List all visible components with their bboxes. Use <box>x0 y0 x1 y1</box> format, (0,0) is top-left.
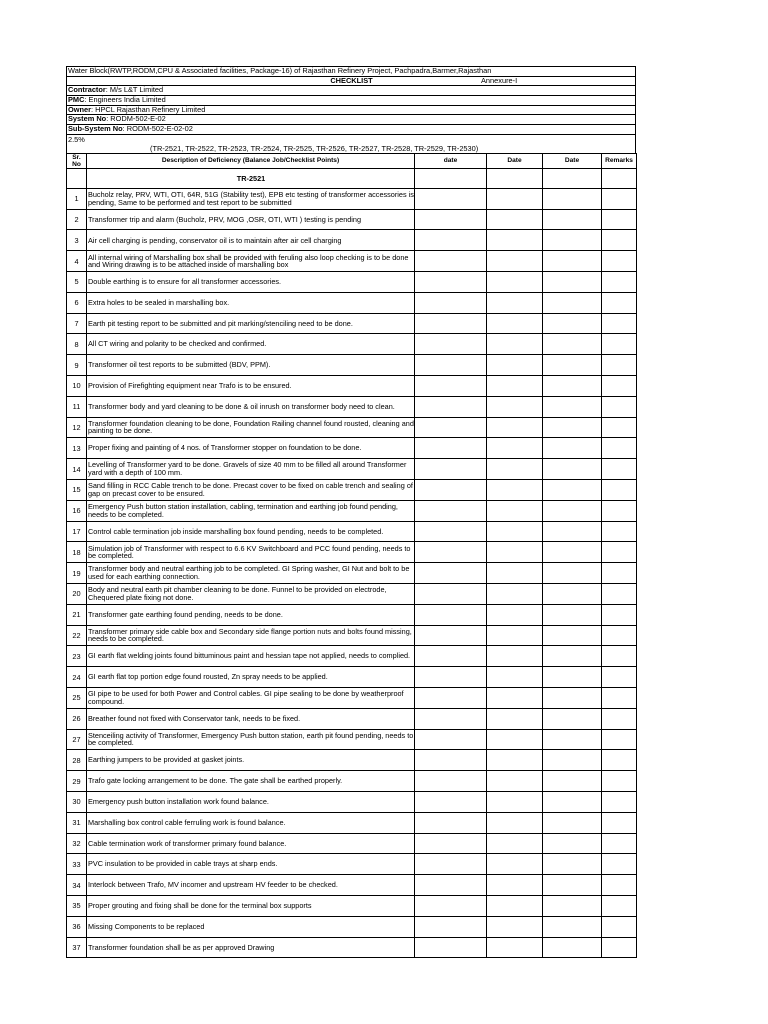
col-sr-no: Sr. No <box>67 153 87 168</box>
sr-no-cell: 32 <box>67 833 87 854</box>
date-cell[interactable] <box>543 667 602 688</box>
date-cell[interactable] <box>487 459 543 480</box>
description-cell: Earth pit testing report to be submitted and pit marking/stenciling need to be done. <box>87 313 415 334</box>
table-row <box>67 667 637 688</box>
remarks-cell[interactable] <box>602 438 637 459</box>
description-cell: Stenceiling activity of Transformer, Emergency Push button station, earth pit found pending, needs to be completed. <box>87 729 415 750</box>
remarks-cell[interactable] <box>602 771 637 792</box>
sr-no-cell: 35 <box>67 895 87 916</box>
remarks-cell[interactable] <box>602 646 637 667</box>
date-cell[interactable] <box>415 168 487 188</box>
date-cell[interactable] <box>543 812 602 833</box>
table-row <box>67 459 637 480</box>
table-row <box>67 750 637 771</box>
date-cell[interactable] <box>487 500 543 521</box>
table-row <box>67 875 637 896</box>
description-cell: Double earthing is to ensure for all transformer accessories. <box>87 272 415 293</box>
owner-row <box>66 106 636 116</box>
date-cell[interactable] <box>543 168 602 188</box>
subsystem-value: : RODM-502-E-02-02 <box>122 125 193 134</box>
date-cell[interactable] <box>487 812 543 833</box>
date-cell[interactable] <box>543 583 602 604</box>
date-cell[interactable] <box>487 708 543 729</box>
sr-no-cell: 7 <box>67 313 87 334</box>
checklist-title: CHECKLIST <box>330 76 373 85</box>
description-cell: Transformer trip and alarm (Bucholz, PRV, MOG ,OSR, OTI, WTI ) testing is pending <box>87 209 415 230</box>
date-cell[interactable] <box>543 833 602 854</box>
date-cell[interactable] <box>487 292 543 313</box>
owner-label: Owner <box>68 105 91 114</box>
date-cell[interactable] <box>415 646 487 667</box>
remarks-cell[interactable] <box>602 396 637 417</box>
description-cell: Missing Components to be replaced <box>87 916 415 937</box>
date-cell[interactable] <box>543 771 602 792</box>
sr-no-cell: 12 <box>67 417 87 438</box>
date-cell[interactable] <box>415 459 487 480</box>
system-row <box>66 115 636 125</box>
sr-no-cell: 34 <box>67 875 87 896</box>
checklist-sheet <box>66 66 636 958</box>
table-row <box>67 604 637 625</box>
date-cell[interactable] <box>543 396 602 417</box>
remarks-cell[interactable] <box>602 583 637 604</box>
date-cell[interactable] <box>543 854 602 875</box>
description-cell: Interlock between Trafo, MV incomer and upstream HV feeder to be checked. <box>87 875 415 896</box>
sr-no-cell: 37 <box>67 937 87 958</box>
remarks-cell[interactable] <box>602 916 637 937</box>
description-cell: Proper grouting and fixing shall be done for the terminal box supports <box>87 895 415 916</box>
remarks-cell[interactable] <box>602 292 637 313</box>
remarks-cell[interactable] <box>602 875 637 896</box>
date-cell[interactable] <box>415 750 487 771</box>
sr-no-cell: 8 <box>67 334 87 355</box>
date-cell[interactable] <box>543 750 602 771</box>
sr-no-cell: 6 <box>67 292 87 313</box>
date-cell[interactable] <box>415 251 487 272</box>
table-row <box>67 375 637 396</box>
remarks-cell[interactable] <box>602 355 637 376</box>
description-cell: Trafo gate locking arrangement to be done. The gate shall be earthed properly. <box>87 771 415 792</box>
date-cell[interactable] <box>487 417 543 438</box>
table-row <box>67 188 637 209</box>
date-cell[interactable] <box>543 188 602 209</box>
description-cell: GI earth flat welding joints found bittuminous paint and hessian tape not applied, needs to complied. <box>87 646 415 667</box>
date-cell[interactable] <box>415 438 487 459</box>
date-cell[interactable] <box>543 708 602 729</box>
remarks-cell[interactable] <box>602 812 637 833</box>
date-cell[interactable] <box>543 334 602 355</box>
date-cell[interactable] <box>487 729 543 750</box>
remarks-cell[interactable] <box>602 937 637 958</box>
col-remarks: Remarks <box>602 153 637 168</box>
col-date-3: Date <box>543 153 602 168</box>
sr-no-cell: 5 <box>67 272 87 293</box>
remarks-cell[interactable] <box>602 687 637 708</box>
description-cell: Bucholz relay, PRV, WTI, OTI, 64R, 51G (Stability test), EPB etc testing of transformer accessories is pending, Same to be performed and test report to be submitted <box>87 188 415 209</box>
sr-no-cell: 9 <box>67 355 87 376</box>
date-cell[interactable] <box>415 833 487 854</box>
checklist-title-row <box>66 77 636 87</box>
contractor-label: Contractor <box>68 86 106 95</box>
date-cell[interactable] <box>415 708 487 729</box>
system-value: : RODM-502-E-02 <box>106 115 166 124</box>
remarks-cell[interactable] <box>602 604 637 625</box>
table-row <box>67 646 637 667</box>
table-row <box>67 833 637 854</box>
description-cell: Levelling of Transformer yard to be done. Gravels of size 40 mm to be filled all around Transformer yard with a depth of 100 mm. <box>87 459 415 480</box>
date-cell[interactable] <box>487 375 543 396</box>
date-cell[interactable] <box>543 251 602 272</box>
project-title: Water Block(RWTP,RODM,CPU & Associated facilities, Package-16) of Rajasthan Refinery Project, Pachpadra,Barmer,Rajasthan <box>66 66 636 77</box>
date-cell[interactable] <box>487 875 543 896</box>
sr-no-cell: 31 <box>67 812 87 833</box>
sr-no-cell: 3 <box>67 230 87 251</box>
description-cell: Breather found not fixed with Conservator tank, needs to be fixed. <box>87 708 415 729</box>
date-cell[interactable] <box>543 292 602 313</box>
description-cell: Cable termination work of transformer primary found balance. <box>87 833 415 854</box>
date-cell[interactable] <box>487 583 543 604</box>
table-row <box>67 396 637 417</box>
date-cell[interactable] <box>415 521 487 542</box>
remarks-cell[interactable] <box>602 251 637 272</box>
date-cell[interactable] <box>543 895 602 916</box>
table-row <box>67 791 637 812</box>
sr-no-cell: 27 <box>67 729 87 750</box>
date-cell[interactable] <box>543 459 602 480</box>
date-cell[interactable] <box>415 604 487 625</box>
date-cell[interactable] <box>487 313 543 334</box>
contractor-value: : M/s L&T Limited <box>105 86 164 95</box>
table-row <box>67 313 637 334</box>
date-cell[interactable] <box>543 687 602 708</box>
remarks-cell[interactable] <box>602 168 637 188</box>
date-cell[interactable] <box>543 625 602 646</box>
date-cell[interactable] <box>487 438 543 459</box>
table-row <box>67 771 637 792</box>
table-row <box>67 334 637 355</box>
date-cell[interactable] <box>543 563 602 584</box>
date-cell[interactable] <box>487 687 543 708</box>
table-row <box>67 417 637 438</box>
system-label: System No <box>68 115 107 124</box>
date-cell[interactable] <box>543 375 602 396</box>
sr-no-cell: 29 <box>67 771 87 792</box>
remarks-cell[interactable] <box>602 479 637 500</box>
pmc-label: PMC <box>68 96 85 105</box>
description-cell: Transformer gate earthing found pending, needs to be done. <box>87 604 415 625</box>
date-cell[interactable] <box>543 230 602 251</box>
table-row <box>67 854 637 875</box>
remarks-cell[interactable] <box>602 791 637 812</box>
sr-no-cell: 28 <box>67 750 87 771</box>
date-cell[interactable] <box>415 854 487 875</box>
date-cell[interactable] <box>543 791 602 812</box>
remarks-cell[interactable] <box>602 188 637 209</box>
sr-no-cell: 1 <box>67 188 87 209</box>
date-cell[interactable] <box>487 230 543 251</box>
sr-no-cell: 25 <box>67 687 87 708</box>
description-cell: Transformer body and neutral earthing job to be completed. GI Spring washer, GI Nut and bolt to be used for each earthing connection. <box>87 563 415 584</box>
sr-no-cell: 33 <box>67 854 87 875</box>
date-cell[interactable] <box>415 687 487 708</box>
description-cell: Provision of Firefighting equipment near Trafo is to be ensured. <box>87 375 415 396</box>
remarks-cell[interactable] <box>602 272 637 293</box>
description-cell: PVC insulation to be provided in cable trays at sharp ends. <box>87 854 415 875</box>
date-cell[interactable] <box>487 937 543 958</box>
date-cell[interactable] <box>543 438 602 459</box>
remarks-cell[interactable] <box>602 708 637 729</box>
description-cell: Transformer oil test reports to be submitted (BDV, PPM). <box>87 355 415 376</box>
date-cell[interactable] <box>415 209 487 230</box>
sr-no-cell: 26 <box>67 708 87 729</box>
percent-label: 2.5% <box>66 135 636 144</box>
remarks-cell[interactable] <box>602 895 637 916</box>
table-row <box>67 292 637 313</box>
table-row <box>67 937 637 958</box>
date-cell[interactable] <box>415 417 487 438</box>
date-cell[interactable] <box>543 479 602 500</box>
date-cell[interactable] <box>415 583 487 604</box>
date-cell[interactable] <box>487 334 543 355</box>
date-cell[interactable] <box>415 791 487 812</box>
date-cell[interactable] <box>487 355 543 376</box>
date-cell[interactable] <box>415 937 487 958</box>
date-cell[interactable] <box>487 168 543 188</box>
col-description: Description of Deficiency (Balance Job/Checklist Points) <box>87 153 415 168</box>
subsystem-label: Sub-System No <box>68 125 123 134</box>
description-cell: GI earth flat top portion edge found rousted, Zn spray needs to be applied. <box>87 667 415 688</box>
date-cell[interactable] <box>415 625 487 646</box>
date-cell[interactable] <box>487 791 543 812</box>
remarks-cell[interactable] <box>602 563 637 584</box>
description-cell: Proper fixing and painting of 4 nos. of Transformer stopper on foundation to be done. <box>87 438 415 459</box>
date-cell[interactable] <box>415 812 487 833</box>
sr-no-cell: 23 <box>67 646 87 667</box>
table-row <box>67 438 637 459</box>
remarks-cell[interactable] <box>602 729 637 750</box>
sr-no-cell: 16 <box>67 500 87 521</box>
table-row <box>67 625 637 646</box>
table-row <box>67 916 637 937</box>
date-cell[interactable] <box>487 833 543 854</box>
description-cell: Emergency Push button station installation, cabling, termination and earthing job found pending, needs to be completed. <box>87 500 415 521</box>
date-cell[interactable] <box>415 875 487 896</box>
remarks-cell[interactable] <box>602 230 637 251</box>
date-cell[interactable] <box>543 500 602 521</box>
date-cell[interactable] <box>415 479 487 500</box>
sr-no-cell: 15 <box>67 479 87 500</box>
date-cell[interactable] <box>543 604 602 625</box>
sr-no-cell: 21 <box>67 604 87 625</box>
date-cell[interactable] <box>543 875 602 896</box>
table-row <box>67 209 637 230</box>
table-row <box>67 895 637 916</box>
remarks-cell[interactable] <box>602 667 637 688</box>
description-cell: Transformer primary side cable box and Secondary side flange portion nuts and bolts found missing, needs to be completed. <box>87 625 415 646</box>
date-cell[interactable] <box>415 355 487 376</box>
date-cell[interactable] <box>487 667 543 688</box>
sr-no-cell: 4 <box>67 251 87 272</box>
date-cell[interactable] <box>415 375 487 396</box>
description-cell: Transformer body and yard cleaning to be done & oil inrush on transformer body need to clean. <box>87 396 415 417</box>
date-cell[interactable] <box>415 188 487 209</box>
date-cell[interactable] <box>487 604 543 625</box>
contractor-row <box>66 86 636 96</box>
date-cell[interactable] <box>415 272 487 293</box>
annexure-label: Annexure-I <box>481 76 518 85</box>
date-cell[interactable] <box>487 895 543 916</box>
date-cell[interactable] <box>487 251 543 272</box>
date-cell[interactable] <box>415 542 487 563</box>
section-sr-cell <box>67 168 87 188</box>
description-cell: GI pipe to be used for both Power and Control cables. GI pipe sealing to be done by weatherproof compound. <box>87 687 415 708</box>
date-cell[interactable] <box>487 479 543 500</box>
column-header-row <box>67 153 637 168</box>
col-date-1: date <box>415 153 487 168</box>
date-cell[interactable] <box>487 854 543 875</box>
date-cell[interactable] <box>487 771 543 792</box>
table-row <box>67 687 637 708</box>
remarks-cell[interactable] <box>602 334 637 355</box>
description-cell: All internal wiring of Marshalling box shall be provided with feruling also loop checking is to be done and Wiring drawing is to be attached inside of marshalling box <box>87 251 415 272</box>
col-date-2: Date <box>487 153 543 168</box>
table-row <box>67 251 637 272</box>
date-cell[interactable] <box>487 188 543 209</box>
description-cell: Air cell charging is pending, conservator oil is to maintain after air cell charging <box>87 230 415 251</box>
date-cell[interactable] <box>487 750 543 771</box>
date-cell[interactable] <box>487 542 543 563</box>
remarks-cell[interactable] <box>602 313 637 334</box>
table-row <box>67 583 637 604</box>
sr-no-cell: 36 <box>67 916 87 937</box>
sr-no-cell: 14 <box>67 459 87 480</box>
date-cell[interactable] <box>543 937 602 958</box>
date-cell[interactable] <box>415 230 487 251</box>
sr-no-cell: 22 <box>67 625 87 646</box>
sr-no-cell: 11 <box>67 396 87 417</box>
table-row <box>67 230 637 251</box>
remarks-cell[interactable] <box>602 854 637 875</box>
pmc-row <box>66 96 636 106</box>
sr-no-cell: 20 <box>67 583 87 604</box>
date-cell[interactable] <box>543 542 602 563</box>
date-cell[interactable] <box>543 729 602 750</box>
description-cell: Emergency push button installation work found balance. <box>87 791 415 812</box>
date-cell[interactable] <box>543 209 602 230</box>
date-cell[interactable] <box>487 272 543 293</box>
date-cell[interactable] <box>543 355 602 376</box>
date-cell[interactable] <box>415 916 487 937</box>
section-row <box>67 168 637 188</box>
date-cell[interactable] <box>487 396 543 417</box>
table-row <box>67 812 637 833</box>
description-cell: Marshalling box control cable ferruling work is found balance. <box>87 812 415 833</box>
date-cell[interactable] <box>415 771 487 792</box>
description-cell: Simulation job of Transformer with respect to 6.6 KV Switchboard and PCC found pending, needs to be completed. <box>87 542 415 563</box>
date-cell[interactable] <box>487 916 543 937</box>
remarks-cell[interactable] <box>602 542 637 563</box>
date-cell[interactable] <box>543 646 602 667</box>
date-cell[interactable] <box>415 396 487 417</box>
date-cell[interactable] <box>415 667 487 688</box>
date-cell[interactable] <box>415 500 487 521</box>
date-cell[interactable] <box>543 417 602 438</box>
description-cell: Body and neutral earth pit chamber cleaning to be done. Funnel to be provided on electrode, Chequered plate fixing not done. <box>87 583 415 604</box>
date-cell[interactable] <box>487 625 543 646</box>
sr-no-cell: 19 <box>67 563 87 584</box>
remarks-cell[interactable] <box>602 375 637 396</box>
date-cell[interactable] <box>543 521 602 542</box>
checklist-table <box>66 153 637 958</box>
sr-no-cell: 13 <box>67 438 87 459</box>
remarks-cell[interactable] <box>602 417 637 438</box>
table-row <box>67 272 637 293</box>
date-cell[interactable] <box>487 646 543 667</box>
sr-no-cell: 18 <box>67 542 87 563</box>
sr-no-cell: 10 <box>67 375 87 396</box>
description-cell: Transformer foundation shall be as per approved Drawing <box>87 937 415 958</box>
sr-no-cell: 17 <box>67 521 87 542</box>
table-row <box>67 521 637 542</box>
remarks-cell[interactable] <box>602 750 637 771</box>
remarks-cell[interactable] <box>602 459 637 480</box>
table-row <box>67 542 637 563</box>
date-cell[interactable] <box>415 313 487 334</box>
date-cell[interactable] <box>415 895 487 916</box>
section-label: TR-2521 <box>87 168 415 188</box>
table-row <box>67 729 637 750</box>
remarks-cell[interactable] <box>602 625 637 646</box>
description-cell: Extra holes to be sealed in marshalling box. <box>87 292 415 313</box>
pmc-value: : Engineers India Limited <box>84 96 166 105</box>
date-cell[interactable] <box>415 334 487 355</box>
remarks-cell[interactable] <box>602 209 637 230</box>
subsystem-row <box>66 125 636 135</box>
remarks-cell[interactable] <box>602 833 637 854</box>
table-row <box>67 355 637 376</box>
date-cell[interactable] <box>415 292 487 313</box>
sr-no-cell: 2 <box>67 209 87 230</box>
date-cell[interactable] <box>543 916 602 937</box>
date-cell[interactable] <box>543 272 602 293</box>
table-row <box>67 708 637 729</box>
remarks-cell[interactable] <box>602 500 637 521</box>
description-cell: Transformer foundation cleaning to be done, Foundation Railing channel found rousted, cleaning and painting to be done. <box>87 417 415 438</box>
table-row <box>67 563 637 584</box>
date-cell[interactable] <box>415 729 487 750</box>
description-cell: Sand filling in RCC Cable trench to be done. Precast cover to be fixed on cable trench and sealing of gap on precast cover to be ensured. <box>87 479 415 500</box>
date-cell[interactable] <box>487 521 543 542</box>
transformer-range: (TR-2521, TR-2522, TR-2523, TR-2524, TR-2525, TR-2526, TR-2527, TR-2528, TR-2529, TR-2530) <box>66 144 636 153</box>
date-cell[interactable] <box>487 209 543 230</box>
owner-value: : HPCL Rajasthan Refinery Limited <box>91 105 206 114</box>
description-cell: All CT wiring and polarity to be checked and confirmed. <box>87 334 415 355</box>
table-row <box>67 500 637 521</box>
remarks-cell[interactable] <box>602 521 637 542</box>
description-cell: Earthing jumpers to be provided at gasket joints. <box>87 750 415 771</box>
date-cell[interactable] <box>487 563 543 584</box>
table-row <box>67 479 637 500</box>
date-cell[interactable] <box>543 313 602 334</box>
sr-no-cell: 30 <box>67 791 87 812</box>
sr-no-cell: 24 <box>67 667 87 688</box>
description-cell: Control cable termination job inside marshalling box found pending, needs to be completed. <box>87 521 415 542</box>
date-cell[interactable] <box>415 563 487 584</box>
